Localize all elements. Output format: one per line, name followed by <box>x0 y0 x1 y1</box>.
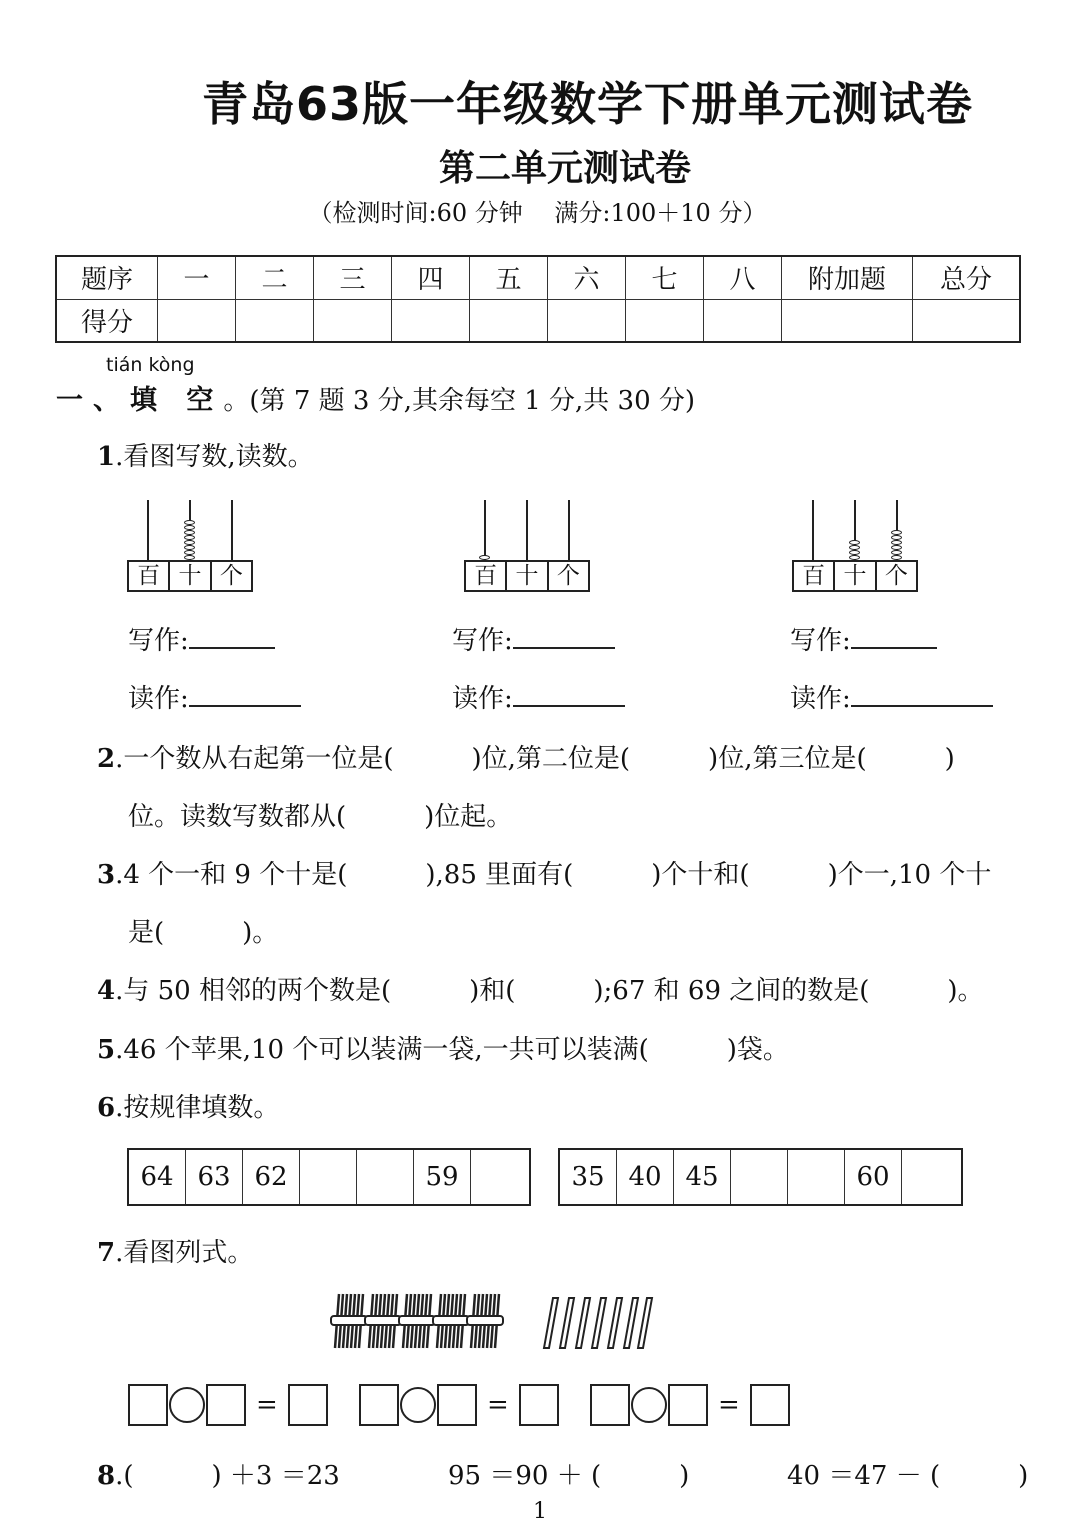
question-6 <box>97 1087 279 1124</box>
score-cell[interactable] <box>470 299 548 342</box>
abacus-rod <box>231 500 233 562</box>
abacus-bead <box>891 545 902 550</box>
answer-box[interactable] <box>128 1384 168 1426</box>
question-8-item-1: .( ) ＋3 ＝23 <box>115 1461 340 1491</box>
score-cell[interactable] <box>913 299 1021 342</box>
write-label: 写作: <box>790 626 851 656</box>
place-hundreds: 百 <box>794 562 835 590</box>
ten-stick-bundle-icon <box>433 1294 469 1348</box>
abacus-bead <box>891 535 902 540</box>
read-label: 读作: <box>452 684 513 714</box>
place-ones: 个 <box>556 563 580 589</box>
read-line-1 <box>128 678 301 715</box>
section-title: 填 空 <box>130 385 224 416</box>
sequence-blank-cell[interactable] <box>902 1150 959 1204</box>
abacus-bead <box>184 525 195 530</box>
abacus-1 <box>127 500 253 594</box>
score-table <box>55 255 1021 343</box>
abacus-bead <box>184 545 195 550</box>
abacus-rod <box>526 500 528 562</box>
answer-box[interactable] <box>288 1384 328 1426</box>
question-text: .与 50 相邻的两个数是( )和( );67 和 69 之间的数是( )。 <box>115 976 984 1006</box>
score-cell[interactable] <box>158 299 236 342</box>
abacus-bead <box>849 550 860 555</box>
abacus-bead <box>849 540 860 545</box>
place-ones: 个 <box>884 563 908 589</box>
question-number: 1 <box>97 442 116 472</box>
operator-circle[interactable] <box>400 1387 436 1423</box>
write-line-3 <box>790 620 937 657</box>
score-header-cell: 八 <box>704 256 782 299</box>
abacus-3 <box>792 500 918 594</box>
score-header-cell: 二 <box>236 256 314 299</box>
equation-3 <box>590 1383 790 1427</box>
abacus-bead <box>184 540 195 545</box>
single-sticks-icon <box>544 1298 652 1348</box>
score-cell[interactable] <box>392 299 470 342</box>
answer-box[interactable] <box>519 1384 559 1426</box>
score-header-cell: 五 <box>470 256 548 299</box>
score-row-label: 得分 <box>56 299 158 342</box>
question-text: .46 个苹果,10 个可以装满一袋,一共可以装满( )袋。 <box>115 1035 789 1065</box>
write-label: 写作: <box>128 626 189 656</box>
question-text: .看图写数,读数。 <box>115 442 314 472</box>
write-blank[interactable] <box>189 623 275 649</box>
sequence-cell: 64 <box>129 1150 186 1204</box>
sequence-cell: 59 <box>414 1150 471 1204</box>
operator-circle[interactable] <box>631 1387 667 1423</box>
sequence-blank-cell[interactable] <box>788 1150 845 1204</box>
abacus-bead <box>184 550 195 555</box>
score-header-cell: 总分 <box>913 256 1021 299</box>
section-note: 。(第 7 题 3 分,其余每空 1 分,共 30 分) <box>223 386 696 416</box>
question-7 <box>97 1232 253 1269</box>
page-title: 青岛63版一年级数学下册单元测试卷 <box>201 77 973 131</box>
abacus-bead <box>891 530 902 535</box>
score-header-cell: 附加题 <box>782 256 913 299</box>
write-blank[interactable] <box>851 623 937 649</box>
score-table-header-row <box>56 256 1020 299</box>
read-label: 读作: <box>790 684 851 714</box>
abacus-place-labels <box>464 560 590 592</box>
question-5 <box>97 1029 789 1066</box>
abacus-bead <box>891 550 902 555</box>
read-label: 读作: <box>128 684 189 714</box>
sequence-cell: 45 <box>674 1150 731 1204</box>
score-cell[interactable] <box>314 299 392 342</box>
sequence-cell: 62 <box>243 1150 300 1204</box>
section-heading <box>56 378 695 417</box>
score-header-cell: 题序 <box>56 256 158 299</box>
question-number: 3 <box>97 860 116 890</box>
sequence-blank-cell[interactable] <box>471 1150 528 1204</box>
answer-box[interactable] <box>437 1384 477 1426</box>
abacus-bead <box>184 535 195 540</box>
abacus-bead <box>184 530 195 535</box>
ten-stick-bundle-icon <box>365 1294 401 1348</box>
sequence-blank-cell[interactable] <box>357 1150 414 1204</box>
question-3-line-2: 是( )。 <box>128 918 279 948</box>
sequence-blank-cell[interactable] <box>731 1150 788 1204</box>
write-line-2 <box>452 620 615 657</box>
section-number: 一、 <box>56 385 130 416</box>
sequence-cell: 63 <box>186 1150 243 1204</box>
place-hundreds: 百 <box>129 562 170 590</box>
read-blank[interactable] <box>189 681 301 707</box>
equation-2 <box>359 1383 559 1427</box>
score-header-cell: 六 <box>548 256 626 299</box>
abacus-rod <box>812 500 814 562</box>
equals-sign: = <box>487 1390 509 1420</box>
score-header-cell: 七 <box>626 256 704 299</box>
question-text: .按规律填数。 <box>115 1093 280 1123</box>
number-sequence-1 <box>127 1148 531 1206</box>
answer-box[interactable] <box>590 1384 630 1426</box>
answer-box[interactable] <box>206 1384 246 1426</box>
sequence-blank-cell[interactable] <box>300 1150 357 1204</box>
sequence-cell: 35 <box>560 1150 617 1204</box>
place-ones: 个 <box>219 563 243 589</box>
read-blank[interactable] <box>513 681 625 707</box>
equals-sign: = <box>718 1390 740 1420</box>
write-line-1 <box>128 620 275 657</box>
question-number: 8 <box>97 1461 116 1491</box>
sequence-cell: 40 <box>617 1150 674 1204</box>
abacus-rod <box>568 500 570 562</box>
place-tens: 十 <box>170 562 211 590</box>
score-cell[interactable] <box>704 299 782 342</box>
question-number: 7 <box>97 1238 116 1268</box>
abacus-place-labels <box>792 560 918 592</box>
ten-stick-bundle-icon <box>331 1294 367 1348</box>
read-line-3 <box>790 678 993 715</box>
question-number: 4 <box>97 976 116 1006</box>
question-text: .一个数从右起第一位是( )位,第二位是( )位,第三位是( ) <box>115 744 955 774</box>
write-blank[interactable] <box>513 623 615 649</box>
score-cell[interactable] <box>548 299 626 342</box>
write-label: 写作: <box>452 626 513 656</box>
exam-meta: （检测时间:60 分钟 满分:100＋10 分） <box>308 199 767 227</box>
question-8-item-3: 40 ＝47 － ( ) <box>787 1461 1029 1491</box>
read-line-2 <box>452 678 625 715</box>
abacus-bead <box>891 540 902 545</box>
place-tens: 十 <box>507 562 548 590</box>
question-2-line-2: 位。读数写数都从( )位起。 <box>128 802 513 832</box>
abacus-rod <box>147 500 149 562</box>
question-number: 2 <box>97 744 116 774</box>
abacus-place-labels <box>127 560 253 592</box>
score-cell[interactable] <box>236 299 314 342</box>
score-cell[interactable] <box>626 299 704 342</box>
question-8 <box>97 1455 340 1492</box>
question-3 <box>97 854 991 891</box>
question-4 <box>97 970 984 1007</box>
abacus-bead <box>184 520 195 525</box>
score-header-cell: 三 <box>314 256 392 299</box>
answer-box[interactable] <box>359 1384 399 1426</box>
question-text: .看图列式。 <box>115 1238 254 1268</box>
abacus-bead <box>849 545 860 550</box>
score-header-cell: 一 <box>158 256 236 299</box>
operator-circle[interactable] <box>169 1387 205 1423</box>
question-2 <box>97 738 955 775</box>
question-number: 6 <box>97 1093 116 1123</box>
score-cell[interactable] <box>782 299 913 342</box>
equation-1 <box>128 1383 328 1427</box>
place-hundreds: 百 <box>466 562 507 590</box>
unit-subtitle: 第二单元测试卷 <box>438 148 691 189</box>
sticks-illustration <box>325 1290 655 1352</box>
score-table-score-row <box>56 299 1020 342</box>
ten-stick-bundle-icon <box>399 1294 435 1348</box>
equals-sign: = <box>256 1390 278 1420</box>
page-number: 1 <box>533 1499 547 1524</box>
read-blank[interactable] <box>851 681 993 707</box>
section-pinyin: tián kòng <box>106 354 195 376</box>
ten-stick-bundle-icon <box>467 1294 503 1348</box>
score-header-cell: 四 <box>392 256 470 299</box>
abacus-2 <box>464 500 590 594</box>
answer-box[interactable] <box>668 1384 708 1426</box>
sequence-cell: 60 <box>845 1150 902 1204</box>
number-sequence-2 <box>558 1148 963 1206</box>
abacus-rod <box>484 500 486 562</box>
question-1 <box>97 436 314 473</box>
place-tens: 十 <box>835 562 876 590</box>
question-text: .4 个一和 9 个十是( ),85 里面有( )个十和( )个一,10 个十 <box>115 860 992 890</box>
question-number: 5 <box>97 1035 116 1065</box>
question-8-item-2: 95 ＝90 ＋ ( ) <box>448 1461 690 1491</box>
answer-box[interactable] <box>750 1384 790 1426</box>
